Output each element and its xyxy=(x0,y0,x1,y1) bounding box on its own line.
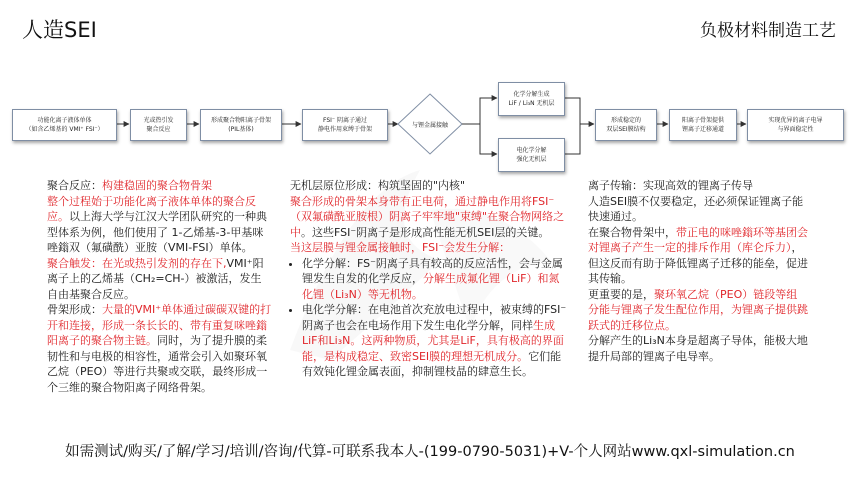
paragraph: 分解产生的Li₃N本身是超离子导体，能极大地提升局部的锂离子电导率。 xyxy=(588,334,808,363)
section-heading: 离子传输：实现高效的锂离子传导 xyxy=(588,179,753,192)
flow-step-chemical-decomposition: 化学分解生成 LiF / Li₃N 无机层 xyxy=(498,82,565,116)
paragraph: 骨架形成：大量的VMI⁺单体通过碳碳双键的打开和连接，形成一条长长的、带有重复咪唑鎓阳离子的聚合物主链。同时，为了提升膜的柔韧性和与电极的相容性，通常会引入如聚环氧乙烷（PEO）等进行共聚或交联，最终形成一个三维的聚合物阳离子网络骨架。 xyxy=(47,303,272,394)
column-polymerization xyxy=(47,178,272,395)
flow-arrow xyxy=(563,98,594,124)
paragraph: 当这层膜与锂金属接触时，FSI⁻会发生分解： xyxy=(290,241,511,254)
column-ion-transport xyxy=(588,178,808,364)
paragraph: 聚合触发：在光或热引发剂的存在下,VMI⁺阳离子上的乙烯基（CH₂=CH-）被激活，发生自由基聚合反应。 xyxy=(47,256,264,301)
page-title: 人造SEI xyxy=(22,18,97,42)
decomposition-list xyxy=(290,256,570,380)
section-heading: 无机层原位形成：构筑坚固的"内核" xyxy=(290,179,466,192)
flow-step-monomer: 功能化离子液体单体 （如含乙烯基的 VMI⁺ FSI⁻） xyxy=(12,109,117,141)
page-subtitle: 负极材料制造工艺 xyxy=(700,21,836,41)
column-inorganic-layer xyxy=(290,178,570,380)
paragraph: 更重要的是，聚环氧乙烷（PEO）链段等组分能与锂离子发生配位作用，为锂离子提供跳跃式的迁移位点。 xyxy=(588,287,808,332)
flow-arrow xyxy=(480,124,497,154)
flow-step-backbone: 形成聚合物阳离子骨架 (PIL基体) xyxy=(200,109,282,141)
flow-arrow xyxy=(563,124,580,154)
flow-step-bilayer-sei: 形成稳定的 双层SEI膜结构 xyxy=(595,109,657,141)
flow-step-result: 实现优异的离子电导 与界面稳定性 xyxy=(747,109,844,141)
flow-step-electrochemical-decomposition: 电化学分解 强化无机层 xyxy=(498,138,565,172)
paragraph: 在聚合物骨架中，带正电的咪唑鎓环等基团会对锂离子产生一定的排斥作用（库仑斥力），但这反而有助于降低锂离子迁移的能垒，促进其传输。 xyxy=(588,225,808,285)
paragraph: 整个过程始于功能化离子液体单体的聚合反应。以上海大学与江汉大学团队研究的一种典型体系为例，他们使用了 1-乙烯基-3-甲基咪唑鎓双（氟磺酰）亚胺（VMI-FSI）单体。 xyxy=(47,194,267,254)
diamond-label: 与锂金属接触 xyxy=(411,122,448,129)
flow-arrow xyxy=(462,98,497,124)
list-item: • 电化学分解：在电池首次充放电过程中，被束缚的FSI⁻ 阴离子也会在电场作用下发生电化学分解，同样生成LiF和Li₃N。这两种物质，尤其是LiF，具有极高的界面能，是构成稳定、致密SEI膜的理想无机成分。它们能有效钝化锂金属表面，抑制锂枝晶的肆意生长。 xyxy=(302,302,570,380)
paragraph: 人造SEI膜不仅要稳定，还必须保证锂离子能快速通过。 xyxy=(588,194,804,223)
flow-step-anion-binding: FSI⁻ 阴离子通过 静电作用束缚于骨架 xyxy=(302,109,388,141)
contact-footer: 如需测试/购买/了解/学习/培训/咨询/代算-可联系我本人-(199-0790-5031)+V-个人网站www.qxl-simulation.cn xyxy=(65,444,795,460)
list-item: • 化学分解：FS⁻阴离子具有较高的反应活性，会与金属锂发生自发的化学反应，分解生成氟化锂（LiF）和氮化锂（Li₃N）等无机物。 xyxy=(302,256,570,303)
flow-step-ion-channel: 阳离子骨架提供 锂离子迁移通道 xyxy=(669,109,737,141)
flow-step-initiation: 光或热引发 聚合反应 xyxy=(130,109,187,141)
section-heading: 聚合反应：构建稳固的聚合物骨架 xyxy=(47,179,212,192)
paragraph: 聚合形成的骨架本身带有正电荷，通过静电作用将FSI⁻（双氟磺酰亚胺根）阴离子牢牢地"束缚"在聚合物网络之中。这些FSI⁻阴离子是形成高性能无机SEI层的关键。 xyxy=(290,194,565,239)
